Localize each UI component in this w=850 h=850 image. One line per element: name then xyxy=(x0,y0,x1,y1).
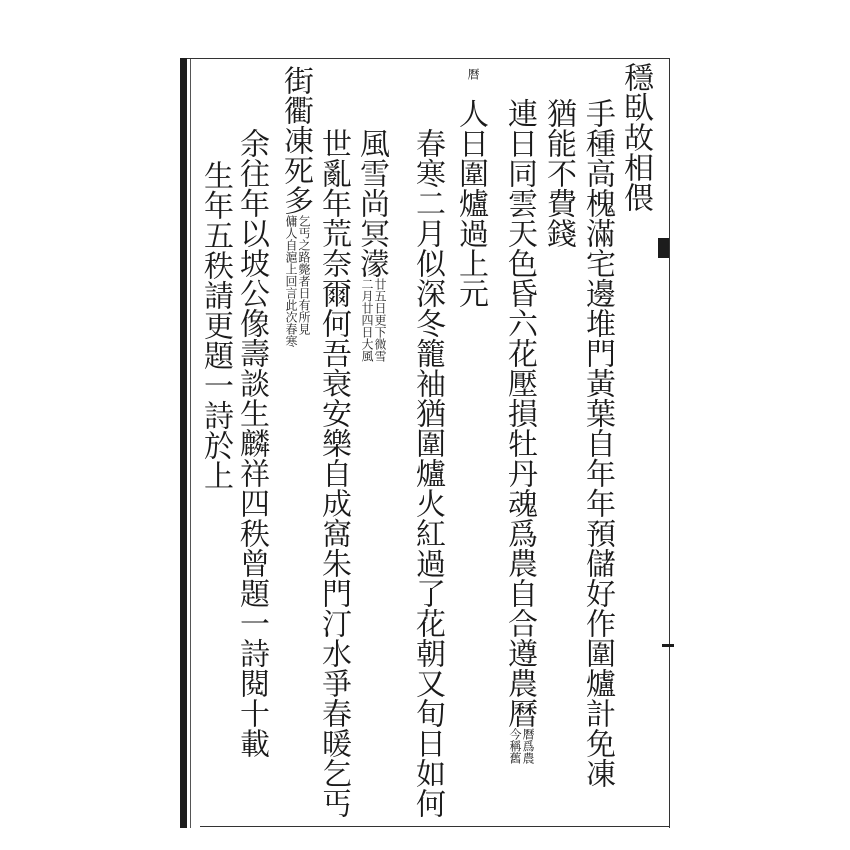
text-column-8 xyxy=(316,128,351,818)
text-column-10 xyxy=(234,128,269,758)
tick-mark xyxy=(662,644,674,647)
inline-note xyxy=(508,728,534,764)
frame-line-top xyxy=(187,58,669,59)
binding-border xyxy=(180,58,187,828)
note-line: 傭人自滬上回言此次春寒 xyxy=(284,215,298,347)
column-text: 生年五秩請更題一詩於上 xyxy=(198,160,233,490)
text-column-7 xyxy=(354,128,389,362)
column-text: 街衢凍死多 xyxy=(278,65,313,215)
text-column-2 xyxy=(580,98,615,788)
column-text: 穩臥故相偎 xyxy=(618,62,653,212)
text-column-1 xyxy=(618,62,653,212)
text-column-4 xyxy=(502,98,537,764)
note-line: 二月廿四日大風 xyxy=(360,278,374,362)
note-fragment: 曆 xyxy=(466,68,480,80)
text-column-5 xyxy=(453,98,488,308)
frame-line-bottom xyxy=(200,826,670,827)
fold-mark xyxy=(658,238,669,258)
note-line: 今稱舊 xyxy=(508,728,522,764)
note-line: 曆爲農 xyxy=(521,728,535,764)
note-line: 廿五日更下微雪 xyxy=(373,278,387,362)
column-text: 連日同雲天色昏六花壓損牡丹魂爲農自合遵農曆 xyxy=(502,98,537,728)
text-column-6 xyxy=(410,128,445,818)
column-text: 風雪尚冥濛 xyxy=(354,128,389,278)
column-text: 余往年以坡公像壽談生麟祥四秩曾題一詩閱十載 xyxy=(234,128,269,758)
column-text: 世亂年荒奈爾何吾衰安樂自成窩朱門汀水爭春暖乞丐 xyxy=(316,128,351,818)
text-column-9 xyxy=(278,65,313,347)
frame-line-left xyxy=(190,58,191,828)
inline-note xyxy=(284,215,310,347)
column-text: 手種高槐滿宅邊堆門黃葉自年年預儲好作圍爐計免凍 xyxy=(580,98,615,788)
column-text: 春寒二月似深冬籠袖猶圍爐火紅過了花朝又旬日如何 xyxy=(410,128,445,818)
note-line: 乞丐之路斃者日有所見 xyxy=(297,215,311,335)
frame-line-right xyxy=(669,58,670,828)
column-text: 猶能不費錢 xyxy=(541,98,576,248)
column-text: 人日圍爐過上元 xyxy=(453,98,488,308)
text-column-11 xyxy=(198,160,233,490)
text-column-3 xyxy=(541,98,576,248)
inline-note xyxy=(360,278,386,362)
